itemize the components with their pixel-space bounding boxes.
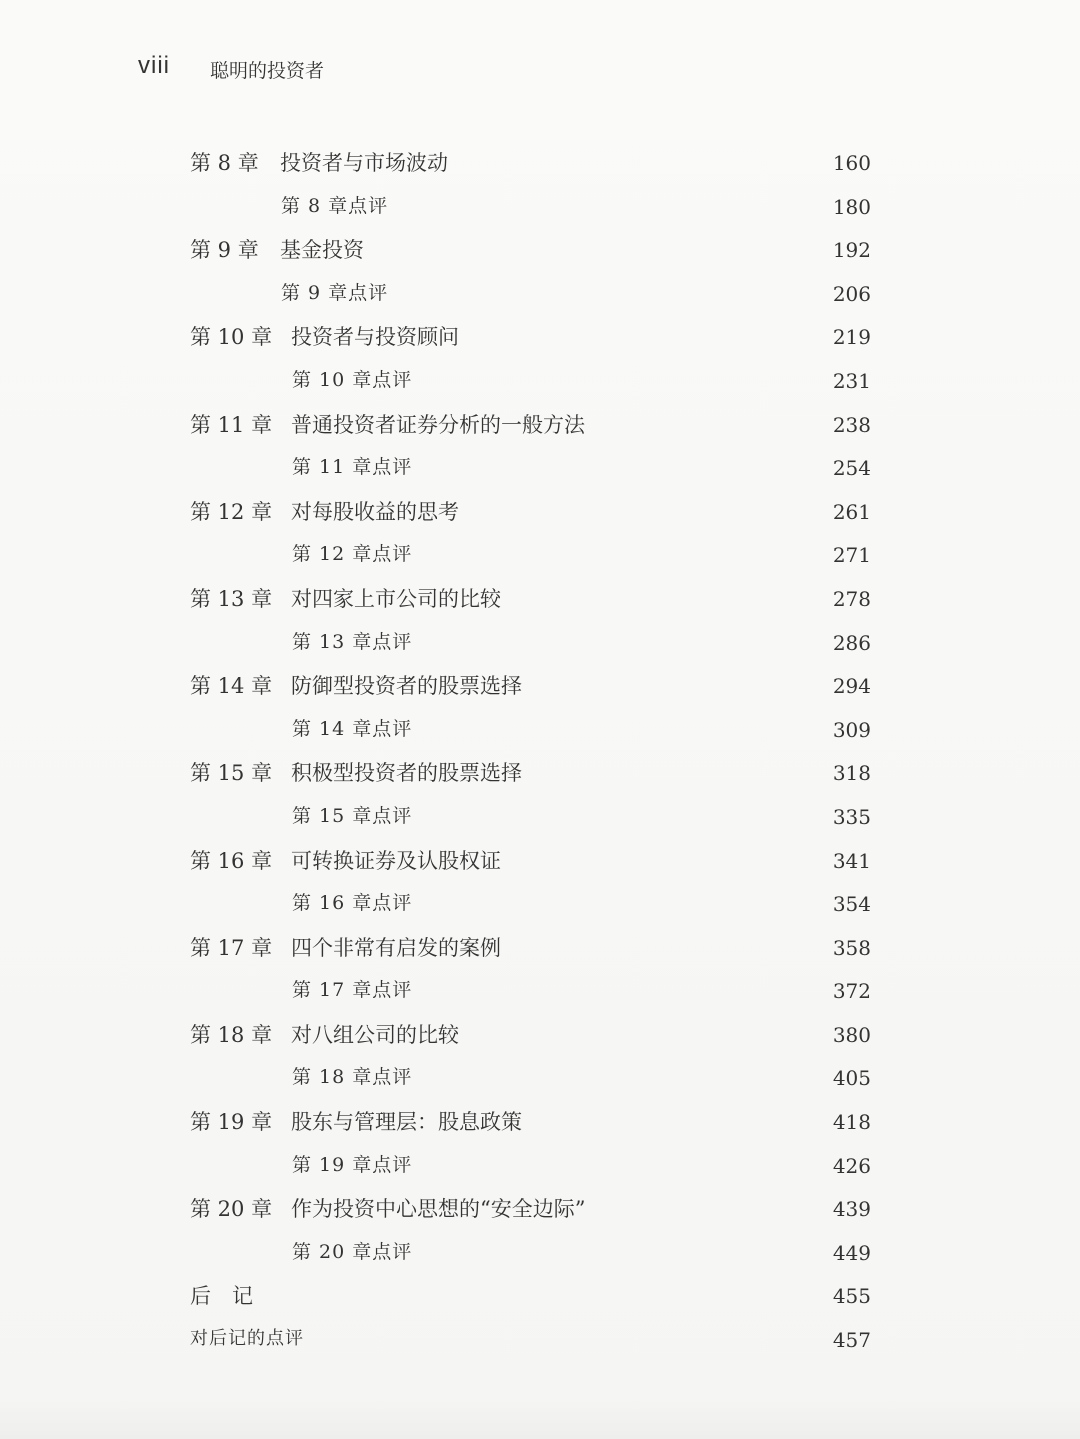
toc-commentary-entry [0, 1144, 1080, 1188]
toc-chapter-entry [0, 1013, 1080, 1057]
toc-entry-label [190, 321, 459, 351]
toc-entry-label [190, 409, 585, 439]
toc-entry-title: 第 18 章点评 [292, 1066, 413, 1089]
toc-entry-title: 第 13 章点评 [292, 630, 413, 653]
toc-page-number: 160 [832, 151, 871, 175]
toc-commentary-entry [0, 795, 1080, 839]
toc-entry-title: 防御型投资者的股票选择 [291, 674, 522, 699]
toc-entry-title: 第 11 章点评 [292, 456, 413, 479]
toc-chapter-entry [0, 839, 1080, 883]
toc-page-number: 286 [832, 630, 871, 655]
toc-entry-title: 第 20 章点评 [292, 1240, 413, 1263]
toc-page-number: 341 [832, 848, 871, 873]
toc-afterword-commentary-entry [0, 1318, 1080, 1362]
toc-entry-title: 第 19 章点评 [292, 1153, 413, 1176]
toc-entry-label [292, 975, 412, 1002]
toc-page-number: 318 [832, 761, 871, 786]
toc-entry-title: 对后记的点评 [190, 1328, 304, 1350]
toc-entry-title: 第 12 章点评 [292, 543, 413, 566]
toc-page-number: 231 [832, 368, 871, 393]
toc-entry-title: 后 记 [190, 1284, 253, 1309]
toc-page-number: 354 [832, 892, 871, 917]
toc-entry-title: 股东与管理层：股息政策 [291, 1110, 522, 1135]
toc-entry-label [190, 1106, 522, 1136]
toc-entry-title: 投资者与投资顾问 [291, 325, 459, 350]
toc-page-number: 309 [832, 717, 871, 742]
toc-entry-label [292, 365, 412, 392]
toc-page-number: 449 [832, 1240, 871, 1265]
toc-page-number: 238 [832, 412, 871, 437]
toc-commentary-entry [0, 621, 1080, 665]
toc-entry-label [190, 496, 459, 526]
toc-entry-label [292, 801, 412, 828]
toc-chapter-entry [0, 577, 1080, 621]
toc-commentary-entry [0, 359, 1080, 403]
toc-page-number: 439 [832, 1197, 871, 1222]
toc-entry-label [292, 714, 412, 741]
toc-page-number: 271 [832, 543, 871, 568]
toc-entry-title: 第 14 章点评 [292, 717, 413, 740]
toc-entry-title: 作为投资中心思想的“安全边际” [291, 1197, 586, 1222]
toc-page-number: 294 [832, 674, 871, 699]
toc-entry-label [292, 1150, 412, 1177]
toc-entry-title: 第 17 章点评 [292, 979, 413, 1002]
table-of-contents [0, 141, 1080, 1362]
toc-page-number: 418 [832, 1110, 871, 1135]
chapter-number: 第 17 章 [190, 935, 273, 960]
toc-entry-title: 投资者与市场波动 [280, 151, 448, 175]
toc-commentary-entry [0, 969, 1080, 1013]
running-title: 聪明的投资者 [210, 60, 325, 82]
toc-page-number: 426 [832, 1153, 871, 1178]
toc-commentary-entry [0, 1056, 1080, 1100]
toc-chapter-entry [0, 141, 1080, 185]
toc-page-number: 358 [832, 935, 871, 960]
chapter-number: 第 12 章 [190, 499, 273, 524]
chapter-number: 第 8 章 [190, 151, 259, 175]
chapter-number: 第 11 章 [190, 412, 273, 437]
toc-chapter-entry [0, 403, 1080, 447]
toc-page-number: 335 [832, 804, 871, 829]
toc-entry-title: 基金投资 [280, 238, 364, 263]
toc-commentary-entry [0, 1231, 1080, 1275]
toc-entry-title: 对每股收益的思考 [291, 499, 459, 524]
toc-chapter-entry [0, 1187, 1080, 1231]
toc-page-number: 457 [832, 1328, 871, 1353]
toc-entry-label [190, 1193, 585, 1223]
toc-entry-label [292, 1237, 412, 1264]
toc-entry-label [292, 627, 412, 654]
chapter-number: 第 16 章 [190, 848, 273, 873]
chapter-number: 第 15 章 [190, 761, 273, 786]
toc-entry-label [190, 234, 364, 264]
toc-entry-label [292, 888, 412, 915]
toc-chapter-entry [0, 751, 1080, 795]
toc-commentary-entry [0, 708, 1080, 752]
toc-commentary-entry [0, 882, 1080, 926]
toc-entry-title: 第 15 章点评 [292, 804, 413, 827]
toc-entry-label [281, 191, 388, 218]
chapter-number: 第 18 章 [190, 1022, 273, 1047]
toc-page-number: 254 [832, 456, 871, 481]
page-shadow [0, 1399, 1080, 1439]
toc-entry-title: 第 10 章点评 [292, 368, 413, 391]
toc-commentary-entry [0, 272, 1080, 316]
toc-entry-label [292, 452, 412, 479]
chapter-number: 第 9 章 [190, 238, 259, 263]
toc-entry-title: 第 8 章点评 [281, 194, 389, 217]
toc-page-number: 206 [832, 281, 871, 306]
toc-chapter-entry [0, 664, 1080, 708]
chapter-number: 第 13 章 [190, 586, 273, 611]
chapter-number: 第 10 章 [190, 325, 273, 350]
toc-entry-title: 第 16 章点评 [292, 892, 413, 915]
toc-entry-title: 可转换证券及认股权证 [291, 848, 501, 873]
toc-afterword-entry [0, 1274, 1080, 1318]
toc-commentary-entry [0, 446, 1080, 490]
toc-page-number: 455 [832, 1284, 871, 1309]
toc-entry-title: 对四家上市公司的比较 [291, 586, 501, 611]
toc-entry-label [190, 845, 501, 875]
toc-page-number: 278 [832, 586, 871, 611]
toc-commentary-entry [0, 533, 1080, 577]
toc-page-number: 192 [832, 238, 871, 263]
page-folio: viii [138, 52, 170, 79]
chapter-number: 第 20 章 [190, 1197, 273, 1222]
toc-entry-title: 第 9 章点评 [281, 281, 389, 304]
toc-entry-label [292, 539, 412, 566]
toc-chapter-entry [0, 1100, 1080, 1144]
toc-page-number: 219 [832, 325, 871, 350]
toc-entry-label [190, 932, 501, 962]
toc-page-number: 372 [832, 979, 871, 1004]
toc-page-number: 180 [832, 194, 871, 219]
toc-entry-label [190, 1324, 304, 1350]
toc-entry-label [190, 147, 448, 177]
toc-entry-label [190, 583, 501, 613]
toc-page-number: 380 [832, 1022, 871, 1047]
toc-entry-label [190, 1019, 459, 1049]
toc-page-number: 405 [832, 1066, 871, 1091]
toc-entry-label [292, 1062, 412, 1089]
toc-chapter-entry [0, 228, 1080, 272]
toc-entry-title: 积极型投资者的股票选择 [291, 761, 522, 786]
toc-chapter-entry [0, 490, 1080, 534]
toc-entry-title: 对八组公司的比较 [291, 1022, 459, 1047]
chapter-number: 第 14 章 [190, 674, 273, 699]
toc-entry-label [190, 670, 522, 700]
toc-page-number: 261 [832, 499, 871, 524]
toc-chapter-entry [0, 926, 1080, 970]
chapter-number: 第 19 章 [190, 1110, 273, 1135]
toc-commentary-entry [0, 185, 1080, 229]
toc-entry-label [190, 757, 522, 787]
toc-entry-label [281, 278, 388, 305]
toc-entry-title: 四个非常有启发的案例 [291, 935, 501, 960]
toc-entry-title: 普通投资者证券分析的一般方法 [291, 412, 585, 437]
toc-entry-label [190, 1280, 253, 1310]
toc-chapter-entry [0, 315, 1080, 359]
